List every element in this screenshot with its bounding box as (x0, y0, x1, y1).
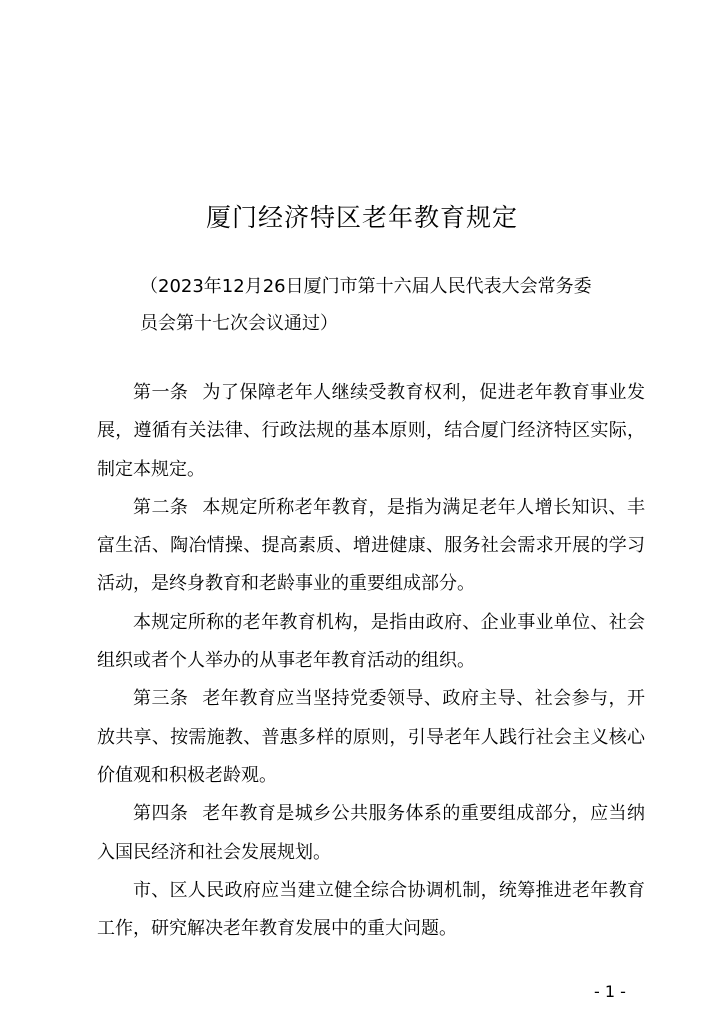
page-number: - 1 - (594, 982, 626, 1001)
adoption-note-line-1: （2023年12月26日厦门市第十六届人民代表大会常务委 (140, 276, 592, 297)
article-4-paragraph (97, 795, 645, 872)
article-number: 第二条 (133, 496, 189, 518)
article-1-paragraph (97, 374, 645, 489)
article-text: 市、区人民政府应当建立健全综合协调机制，统筹推进老年教育工作，研究解决老年教育发展中的重大问题。 (97, 879, 645, 940)
adoption-note (140, 268, 620, 342)
article-4-continuation-paragraph (97, 872, 645, 949)
article-number: 第四条 (133, 803, 189, 825)
article-2-continuation-paragraph (97, 604, 645, 681)
article-text: 老年教育是城乡公共服务体系的重要组成部分，应当纳入国民经济和社会发展规划。 (97, 803, 646, 863)
article-2-paragraph (97, 489, 645, 604)
adoption-note-line-2: 员会第十七次会议通过） (140, 313, 338, 334)
article-text: 本规定所称老年教育，是指为满足老年人增长知识、丰富生活、陶冶情操、提高素质、增进健康、服务社会需求开展的学习活动，是终身教育和老龄事业的重要组成部分。 (97, 496, 646, 595)
article-number: 第三条 (133, 688, 189, 710)
article-text: 为了保障老年人继续受教育权利，促进老年教育事业发展，遵循有关法律、行政法规的基本原则，结合厦门经济特区实际，制定本规定。 (97, 382, 646, 480)
article-number: 第一条 (133, 382, 189, 403)
article-3-paragraph (97, 680, 645, 795)
document-body (97, 374, 645, 948)
article-text: 老年教育应当坚持党委领导、政府主导、社会参与，开放共享、按需施教、普惠多样的原则，引导老年人践行社会主义核心价值观和积极老龄观。 (97, 688, 646, 786)
document-title: 厦门经济特区老年教育规定 (205, 203, 518, 232)
article-text: 本规定所称的老年教育机构，是指由政府、企业事业单位、社会组织或者个人举办的从事老年教育活动的组织。 (97, 611, 645, 672)
